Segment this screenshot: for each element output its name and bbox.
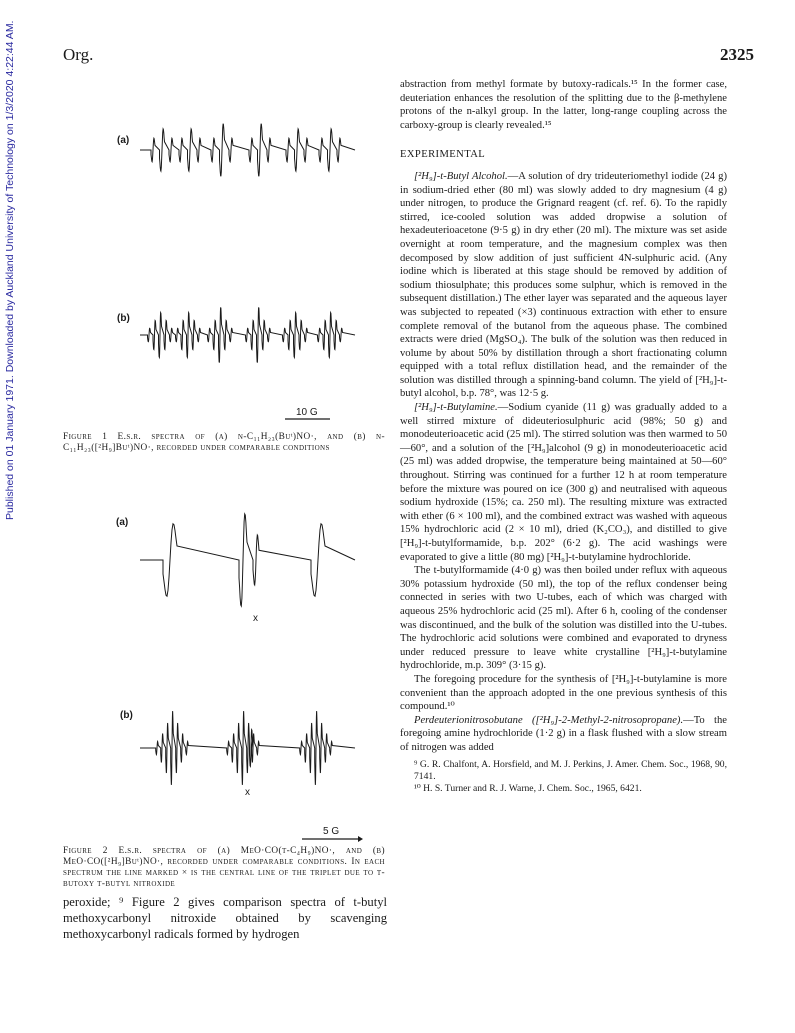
fig1-scale-label: 10 G bbox=[296, 407, 318, 418]
fig2-scale-label: 5 G bbox=[323, 826, 340, 837]
references bbox=[400, 759, 727, 795]
intro-paragraph: abstraction from methyl formate by butoxy-radicals.¹⁵ In the former case, deuteriation enhances the resolution of the splitting due to the β-methylene protons of the n-alkyl group. In the latter, long-range coupling across the carboxy-group is clearly revealed.¹⁵ bbox=[400, 79, 727, 131]
paragraph-butylamine bbox=[400, 401, 727, 564]
fig2-label-b: (b) bbox=[120, 710, 133, 721]
fig1-caption-text: Figure 1 E.s.r. spectra of (a) n-C₁₁H₂₃(Buᵗ)NO·, and (b) n-C₁₁H₂₃([²H₉]Buᵗ)NO·, recorded under comparable conditions bbox=[63, 432, 385, 453]
paragraph-formamide: The t-butylformamide (4·0 g) was then boiled under reflux with aqueous 30% potassium hydroxide (50 ml), the top of the reflux condenser being connected in series with two U-tubes, each of which was charged with aqueous 25% hydrochloric acid (25 ml). After 6 h, cooling of the condenser was discontinued, and the bulk of the solution was distilled into the U-tubes. The hydrochloric acid solutions were combined and evaporated to dryness under reduced pressure to leave white crystalline [²H₉]-t-butylamine hydrochloride, m.p. 309° (3·15 g). bbox=[400, 565, 727, 672]
fig2-marker-a: x bbox=[253, 613, 258, 624]
journal-header: Org. bbox=[63, 45, 94, 64]
fig2-caption bbox=[63, 846, 385, 890]
section-heading: EXPERIMENTAL bbox=[400, 149, 486, 161]
fig1-label-a: (a) bbox=[117, 135, 130, 146]
paragraph-title: [²H₉]-t-Butylamine. bbox=[414, 402, 498, 414]
paragraph-body: —A solution of dry trideuteriomethyl iodide (24 g) in sodium-dried ether (80 ml) was slowly added to dry magnesium (4 g) under nitrogen, to produce the Grignard reagent (cf. ref. 6). To the rapidly stirred, ice-cooled solution was added dropwise a solution of hexadeuterioacetone (9·5 g) in dry ether (20 ml). The mixture was set aside overnight at room temperature, and the magnesium complex was then decomposed by slow addition of just sufficient 4N-sulphuric acid. (Any iodine which is liberated at this stage should be removed by addition of sodium thiosulphate; this produces some sulphur, which is removed in the subsequent distillation.) The ether layer was separated and the aqueous layer was subjected to repeated (×3) continuous extraction with ether to ensure complete removal of the butanol from the aqueous phase. The combined extracts were dried (MgSO₄). The bulk of the solution was then reduced in volume by about 50% by distillation through a short fractionating column equipped with a total reflux distillation head, and the remainder of the solution was distilled through a spinning-band column. The yield of [²H₉]-t-butyl alcohol, b.p. 78°, was 12·5 g. bbox=[400, 170, 727, 400]
left-body-text: peroxide; ⁹ Figure 2 gives comparison spectra of t-butyl methoxycarbonyl nitroxide obtained by scavenging methoxycarbonyl radicals formed by hydrogen bbox=[63, 895, 387, 941]
reference-10: ¹⁰ H. S. Turner and R. J. Warne, J. Chem. Soc., 1965, 6421. bbox=[414, 782, 642, 794]
page-number: 2325 bbox=[720, 45, 754, 64]
paragraph-title-2: ([²H₉]-2-Methyl-2-nitrosopropane). bbox=[531, 714, 684, 726]
paragraph-butyl-alcohol bbox=[400, 170, 727, 401]
paragraph-title: Perdeuterionitrosobutane bbox=[414, 714, 523, 726]
download-note: Published on 01 January 1971. Downloaded by Auckland University of Technology on 1/3/2020 4:22:44 AM. bbox=[4, 20, 16, 520]
reference-9: ⁹ G. R. Chalfont, A. Horsfield, and M. J. Perkins, J. Amer. Chem. Soc., 1968, 90, 7141. bbox=[414, 758, 727, 782]
fig2-caption-text: Figure 2 E.s.r. spectra of (a) MeO·CO(t-C₄H₉)NO·, and (b) MeO·CO([²H₉]Buᵗ)NO·, recorded under comparable conditions. In each spectrum the line marked × is the central line of the triplet due to t-butoxy t-butyl nitroxide bbox=[63, 846, 385, 889]
paragraph-body: —To the foregoing amine hydrochloride (1·2 g) in a flask flushed with a slow stream of nitrogen was added bbox=[400, 714, 727, 753]
fig1-label-b: (b) bbox=[117, 313, 130, 324]
paragraph-title: [²H₉]-t-Butyl Alcohol. bbox=[414, 170, 508, 182]
right-column bbox=[400, 78, 727, 795]
fig2-label-a: (a) bbox=[116, 517, 129, 528]
fig2-marker-b: x bbox=[245, 787, 250, 798]
paragraph-body: —Sodium cyanide (11 g) was gradually added to a well stirred mixture of dideuteriosulphuric acid (98%; 50 g) and monodeuterioacetic acid (25 ml). The stirred solution was then warmed to 50—60°, and a solution of the [²H₉]alcohol (9 g) in monodeuterioacetic acid (25 ml) was added dropwise, the temperature being maintained at 50—60° throughout. Stirring was continued for a further 12 h at room temperature before the mixture was poured on ice (300 g) and neutralised with aqueous sodium hydroxide (15%; ca. 250 ml). The resulting mixture was extracted with ether (6 × 100 ml), and the combined extract was washed with aqueous 15% hydrochloric acid (2 × 10 ml), dried (K₂CO₃), and distilled to give [²H₉]-t-butylformamide, b.p. 202° (6·2 g). The acid washings were evaporated to give a little (80 mg) [²H₉]-t-butylamine hydrochloride. bbox=[400, 402, 727, 563]
paragraph-nitrosobutane bbox=[400, 714, 727, 755]
paragraph-procedure: The foregoing procedure for the synthesis of [²H₉]-t-butylamine is more convenient than the approach adopted in the one previous synthesis of this compound.¹⁰ bbox=[400, 673, 727, 713]
